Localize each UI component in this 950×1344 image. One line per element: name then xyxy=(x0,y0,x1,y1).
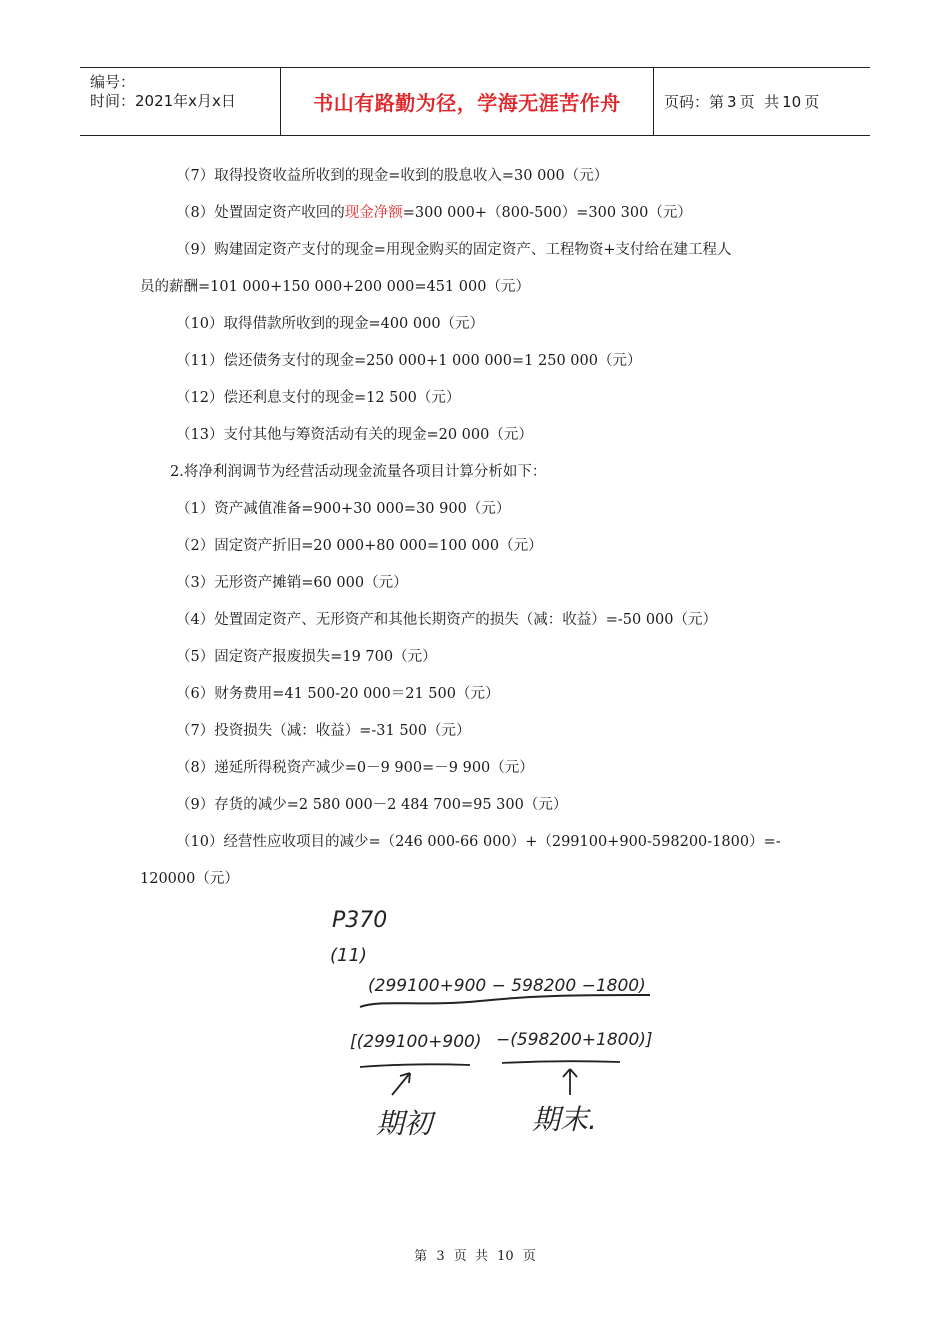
text-line: （10）经营性应收项目的减少=（246 000-66 000）+（299100+900-598200-1800）=- xyxy=(176,834,781,850)
footer-prefix: 第 xyxy=(414,1249,428,1264)
hw-label-begin: 期初 xyxy=(376,1107,433,1140)
footer-mid: 页 共 xyxy=(453,1249,488,1264)
text-line: 员的薪酬=101 000+150 000+200 000=451 000（元） xyxy=(140,279,530,295)
text-line: （7）取得投资收益所收到的现金=收到的股息收入=30 000（元） xyxy=(176,168,609,184)
page-suffix: 页 xyxy=(804,93,820,111)
header-page-info xyxy=(654,68,870,135)
page-footer xyxy=(0,1245,950,1264)
hw-underline-end xyxy=(502,1061,620,1063)
number-label: 编号： xyxy=(90,73,136,91)
text-line: 120000（元） xyxy=(140,871,239,887)
hw-underline-begin xyxy=(360,1064,470,1067)
hw-page-ref: P370 xyxy=(332,908,388,933)
header-motto: 书山有路勤为径，学海无涯苦作舟 xyxy=(281,68,654,135)
footer-page-number: 3 xyxy=(436,1249,445,1264)
body-text xyxy=(140,158,820,898)
page-total: 10 xyxy=(782,92,802,111)
text-line: （2）固定资产折旧=20 000+80 000=100 000（元） xyxy=(176,538,543,554)
text-line: （9）存货的减少=2 580 000－2 484 700=95 300（元） xyxy=(176,797,568,813)
time-label: 时间：2021年x月x日 xyxy=(90,92,236,110)
text-line: （4）处置固定资产、无形资产和其他长期资产的损失（减：收益）=-50 000（元） xyxy=(176,612,718,628)
hw-underline xyxy=(360,995,650,1007)
highlighted-term: 现金净额 xyxy=(344,205,403,221)
text-line: （5）固定资产报废损失=19 700（元） xyxy=(176,649,437,665)
text-line: （11）偿还债务支付的现金=250 000+1 000 000=1 250 000（元） xyxy=(176,353,642,369)
page-header xyxy=(80,67,870,136)
text-line: （9）购建固定资产支付的现金=用现金购买的固定资产、工程物资+支付给在建工程人 xyxy=(176,242,732,258)
arrow-icon xyxy=(563,1069,577,1095)
text-line: （8）递延所得税资产减少=0－9 900=－9 900（元） xyxy=(176,760,534,776)
header-meta xyxy=(80,68,281,135)
page-number: 3 xyxy=(727,92,737,111)
hw-item: (11) xyxy=(330,945,367,966)
text-segment: =300 000+（800-500）=300 300（元） xyxy=(402,205,692,221)
handwriting-svg xyxy=(320,895,660,1145)
page-mid: 页 共 xyxy=(739,93,780,111)
text-line: （10）取得借款所收到的现金=400 000（元） xyxy=(176,316,485,332)
text-line: （12）偿还利息支付的现金=12 500（元） xyxy=(176,390,461,406)
text-line: （6）财务费用=41 500-20 000＝21 500（元） xyxy=(176,686,500,702)
footer-total: 10 xyxy=(497,1249,514,1264)
text-line: （13）支付其他与筹资活动有关的现金=20 000（元） xyxy=(176,427,533,443)
hw-expr2b: −(598200+1800)] xyxy=(496,1030,653,1050)
arrow-icon xyxy=(392,1073,410,1095)
hw-expr1: (299100+900 − 598200 −1800) xyxy=(368,976,646,996)
page-prefix: 页码：第 xyxy=(664,93,725,111)
text-line: （1）资产减值准备=900+30 000=30 900（元） xyxy=(176,501,511,517)
hw-expr2a: [(299100+900) xyxy=(350,1032,482,1052)
text-line: （7）投资损失（减：收益）=-31 500（元） xyxy=(176,723,471,739)
handwritten-note xyxy=(320,895,660,1145)
footer-suffix: 页 xyxy=(522,1249,536,1264)
text-segment: （8）处置固定资产收回的 xyxy=(176,205,345,221)
hw-label-end: 期末. xyxy=(532,1103,597,1136)
text-line: （3）无形资产摊销=60 000（元） xyxy=(176,575,408,591)
text-line xyxy=(140,195,820,232)
section-heading: 2.将净利润调节为经营活动现金流量各项目计算分析如下： xyxy=(170,464,547,480)
